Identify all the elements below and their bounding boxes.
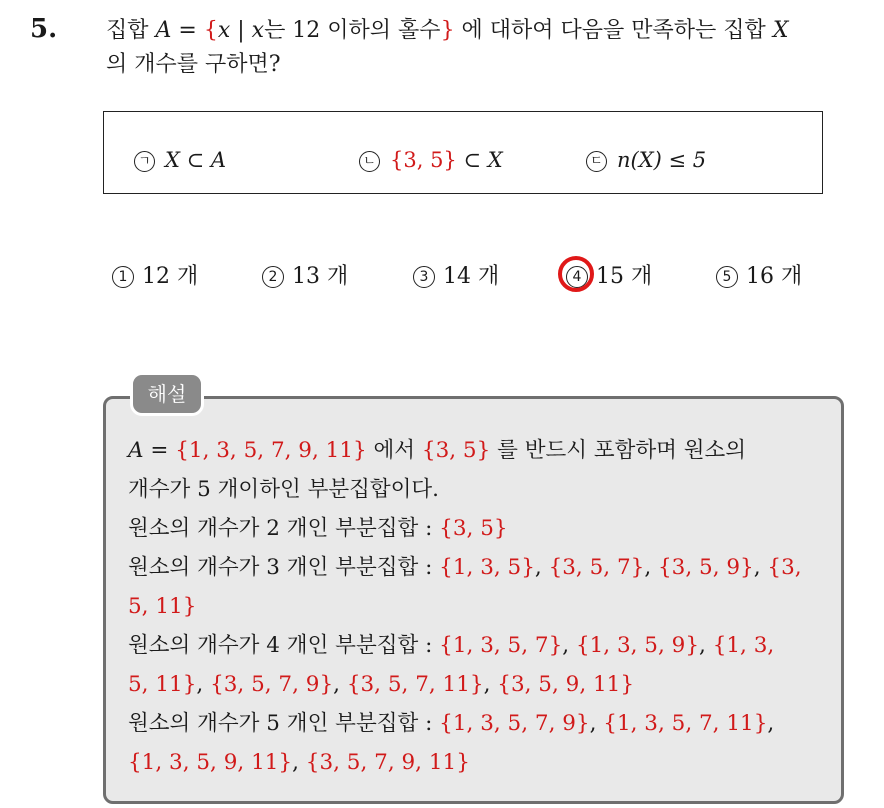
explanation-line: {1, 3, 5, 9, 11}, {3, 5, 7, 9, 11} [128, 750, 470, 775]
explanation-label: 해설 [130, 372, 204, 416]
selected-circle-mark-icon [558, 256, 594, 292]
choice-2[interactable]: 2 13 개 [262, 259, 348, 290]
marker-nieun-icon: ㄴ [359, 151, 380, 172]
choice-5[interactable]: 5 16 개 [716, 259, 802, 290]
question-number: 5. [30, 14, 58, 44]
question-stem [106, 14, 866, 82]
explanation-line: 원소의 개수가 3 개인 부분집합 : {1, 3, 5}, {3, 5, 7}, {3, 5, 9}, {3, [128, 555, 802, 580]
stem-line-1: 집합 A = {x | x는 12 이하의 홀수} 에 대하여 다음을 만족하는 집합 X [106, 18, 789, 43]
condition-c: ㄷ n(X) ≤ 5 [586, 148, 706, 172]
stem-line-2: 의 개수를 구하면? [106, 52, 281, 77]
explanation-line: 원소의 개수가 5 개인 부분집합 : {1, 3, 5, 7, 9}, {1, 3, 5, 7, 11}, [128, 711, 775, 736]
explanation-text [128, 431, 828, 782]
circled-number-icon: 2 [262, 266, 284, 288]
circled-number-icon: 4 [566, 266, 588, 288]
explanation-line: 원소의 개수가 2 개인 부분집합 : {3, 5} [128, 516, 508, 541]
marker-giyeok-icon: ㄱ [134, 151, 155, 172]
circled-number-icon: 1 [112, 266, 134, 288]
condition-a: ㄱ X ⊂ A [134, 148, 226, 172]
choice-4[interactable]: 4 15 개 [566, 259, 652, 290]
explanation-line: 5, 11} [128, 594, 197, 619]
explanation-line: A = {1, 3, 5, 7, 9, 11} 에서 {3, 5} 를 반드시 포함하며 원소의 [128, 438, 747, 463]
conditions-box [103, 111, 823, 194]
condition-b: ㄴ {3, 5} ⊂ X [359, 148, 503, 172]
explanation-line: 개수가 5 개이하인 부분집합이다. [128, 477, 440, 502]
explanation-line: 5, 11}, {3, 5, 7, 9}, {3, 5, 7, 11}, {3, 5, 9, 11} [128, 672, 635, 697]
choice-1[interactable]: 1 12 개 [112, 259, 198, 290]
choice-3[interactable]: 3 14 개 [413, 259, 499, 290]
marker-digeut-icon: ㄷ [586, 151, 607, 172]
circled-number-icon: 3 [413, 266, 435, 288]
explanation-line: 원소의 개수가 4 개인 부분집합 : {1, 3, 5, 7}, {1, 3, 5, 9}, {1, 3, [128, 633, 775, 658]
circled-number-icon: 5 [716, 266, 738, 288]
explanation-panel [103, 396, 844, 804]
